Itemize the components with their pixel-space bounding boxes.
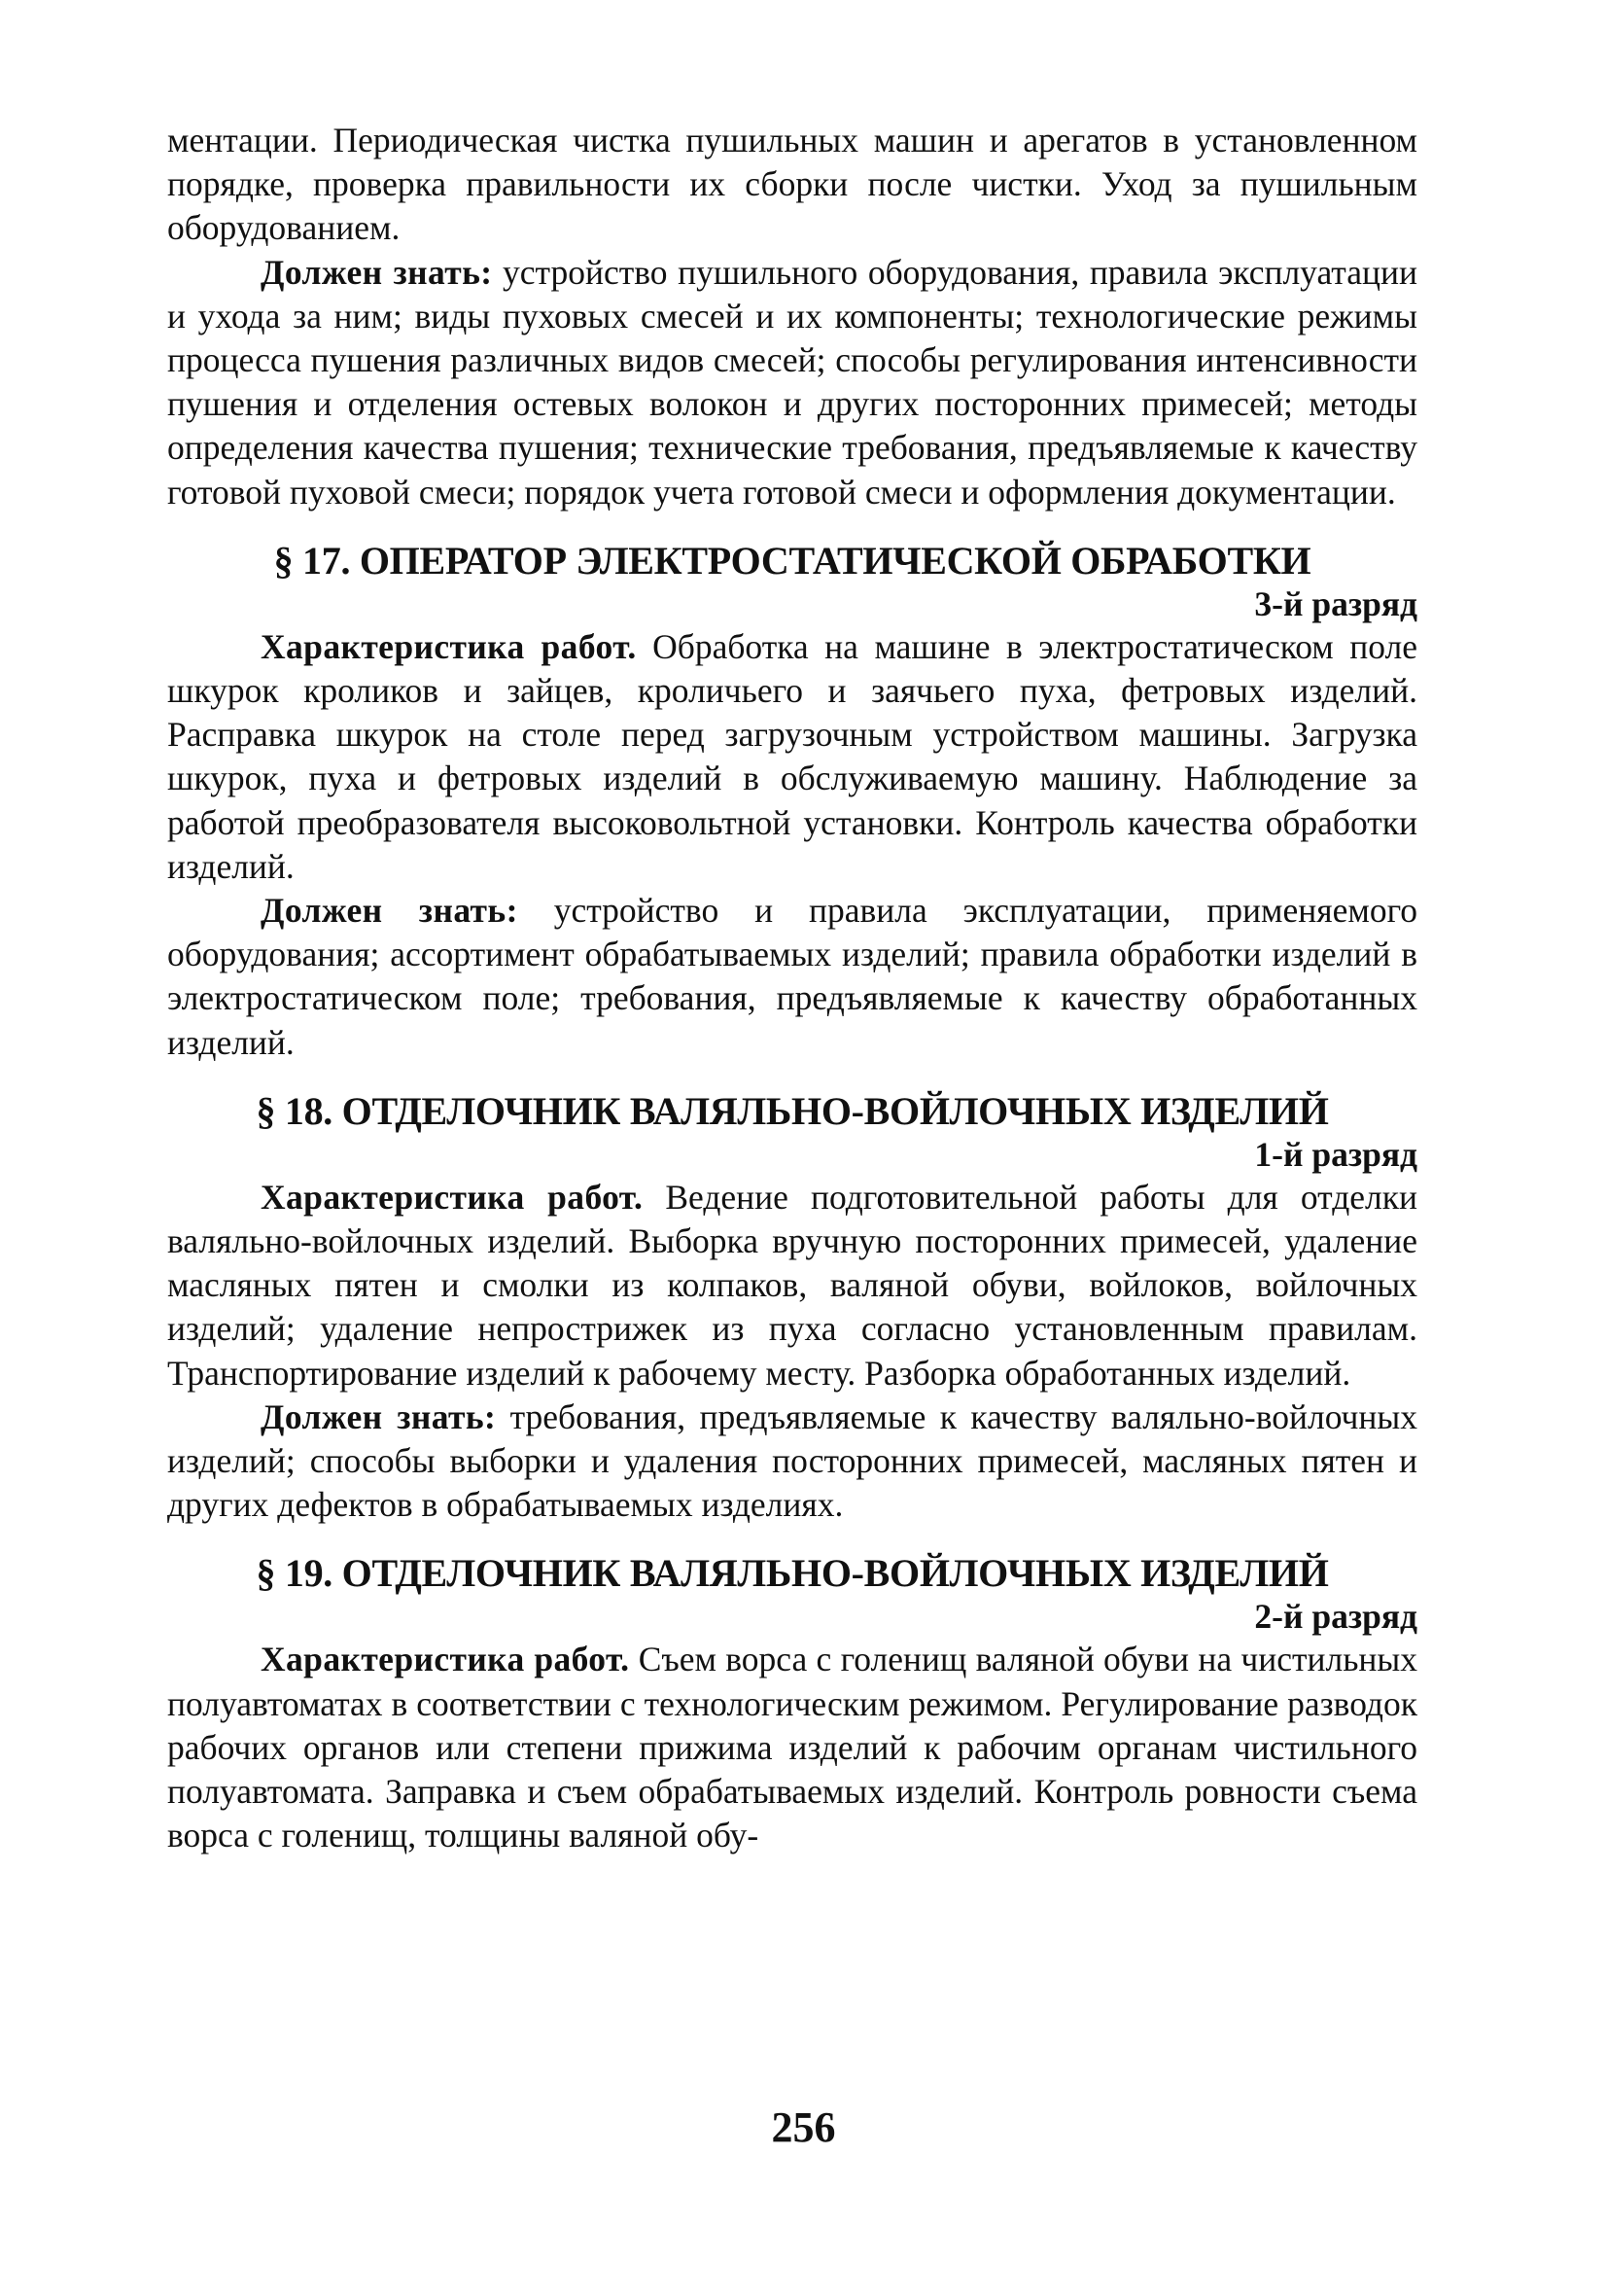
knowledge-paragraph	[167, 889, 1417, 1065]
section-19	[167, 1552, 1417, 1857]
section-grade: 2-й разряд	[1254, 1597, 1417, 1637]
section-18	[167, 1090, 1417, 1528]
knowledge-text: устройство и правила эксплуатации, применяемого оборудования; ассортимент обрабатываемых изделий; правила обработки изделий в электростатическом поле; требования, предъявляемые к качеству обработанных изделий.	[167, 891, 1417, 1062]
characteristics-text: Ведение подготовительной работы для отделки валяльно-войлочных изделий. Выборка вручную посторонних примесей, удаление масляных пятен и смолки из колпаков, валяной обуви, войлоков, войлочных изделий; удаление непрострижек из пуха согласно установленным правилам. Транспортирование изделий к рабочему месту. Разборка обработанных изделий.	[167, 1177, 1417, 1393]
knowledge-paragraph	[167, 1395, 1417, 1528]
knowledge-label: Должен знать:	[261, 891, 518, 931]
section-title: § 18. ОТДЕЛОЧНИК ВАЛЯЛЬНО-ВОЙЛОЧНЫХ ИЗДЕЛИЙ	[256, 1088, 1329, 1133]
work-characteristics-paragraph	[167, 625, 1417, 889]
section-grade: 1-й разряд	[1254, 1134, 1417, 1174]
characteristics-label: Характеристика работ.	[261, 1177, 644, 1217]
intro-paragraph: ментации. Периодическая чистка пушильных машин и арегатов в установленном порядке, проверка правильности их сборки после чистки. Уход за пушильным оборудованием.	[167, 121, 1417, 248]
knowledge-text: требования, предъявляемые к качеству валяльно-войлочных изделий; способы выборки и удаления посторонних примесей, масляных пятен и других дефектов в обрабатываемых изделиях.	[167, 1396, 1417, 1525]
page-content	[167, 119, 1417, 1858]
characteristics-label: Характеристика работ.	[261, 626, 637, 666]
intro-knowledge-paragraph	[167, 251, 1417, 514]
page-number: 256	[771, 2103, 836, 2151]
section-title: § 17. ОПЕРАТОР ЭЛЕКТРОСТАТИЧЕСКОЙ ОБРАБОТКИ	[273, 538, 1311, 583]
characteristics-text: Съем ворса с голенищ валяной обуви на чистильных полуавтоматах в соответствии с технологическим режимом. Регулирование разводок рабочих органов или степени прижима изделий к рабочим органам чистильного полуавтомата. Заправка и съем обрабатываемых изделий. Контроль ровности съема ворса с голенищ, толщины валяной обу-	[167, 1640, 1417, 1855]
section-title: § 19. ОТДЕЛОЧНИК ВАЛЯЛЬНО-ВОЙЛОЧНЫХ ИЗДЕЛИЙ	[256, 1551, 1329, 1596]
knowledge-label: Должен знать:	[261, 252, 493, 292]
section-17	[167, 540, 1417, 1065]
knowledge-text: устройство пушильного оборудования, правила эксплуатации и ухода за ним; виды пуховых смесей и их компоненты; технологические режимы процесса пушения различных видов смесей; способы регулирования интенсивности пушения и отделения остевых волокон и других посторонних примесей; методы определения качества пушения; технические требования, предъявляемые к качеству готовой пуховой смеси; порядок учета готовой смеси и оформления документации.	[167, 252, 1418, 512]
section-grade: 3-й разряд	[1254, 583, 1417, 623]
characteristics-label: Характеристика работ.	[261, 1640, 630, 1679]
work-characteristics-paragraph	[167, 1638, 1417, 1857]
characteristics-text: Обработка на машине в электростатическом поле шкурок кроликов и зайцев, кроличьего и заячьего пуха, фетровых изделий. Расправка шкурок на столе перед загрузочным устройством машины. Загрузка шкурок, пуха и фетровых изделий в обслуживаемую машину. Наблюдение за работой преобразователя высоковольтной установки. Контроль качества обработки изделий.	[167, 626, 1417, 886]
work-characteristics-paragraph	[167, 1176, 1417, 1395]
knowledge-label: Должен знать:	[261, 1396, 497, 1436]
